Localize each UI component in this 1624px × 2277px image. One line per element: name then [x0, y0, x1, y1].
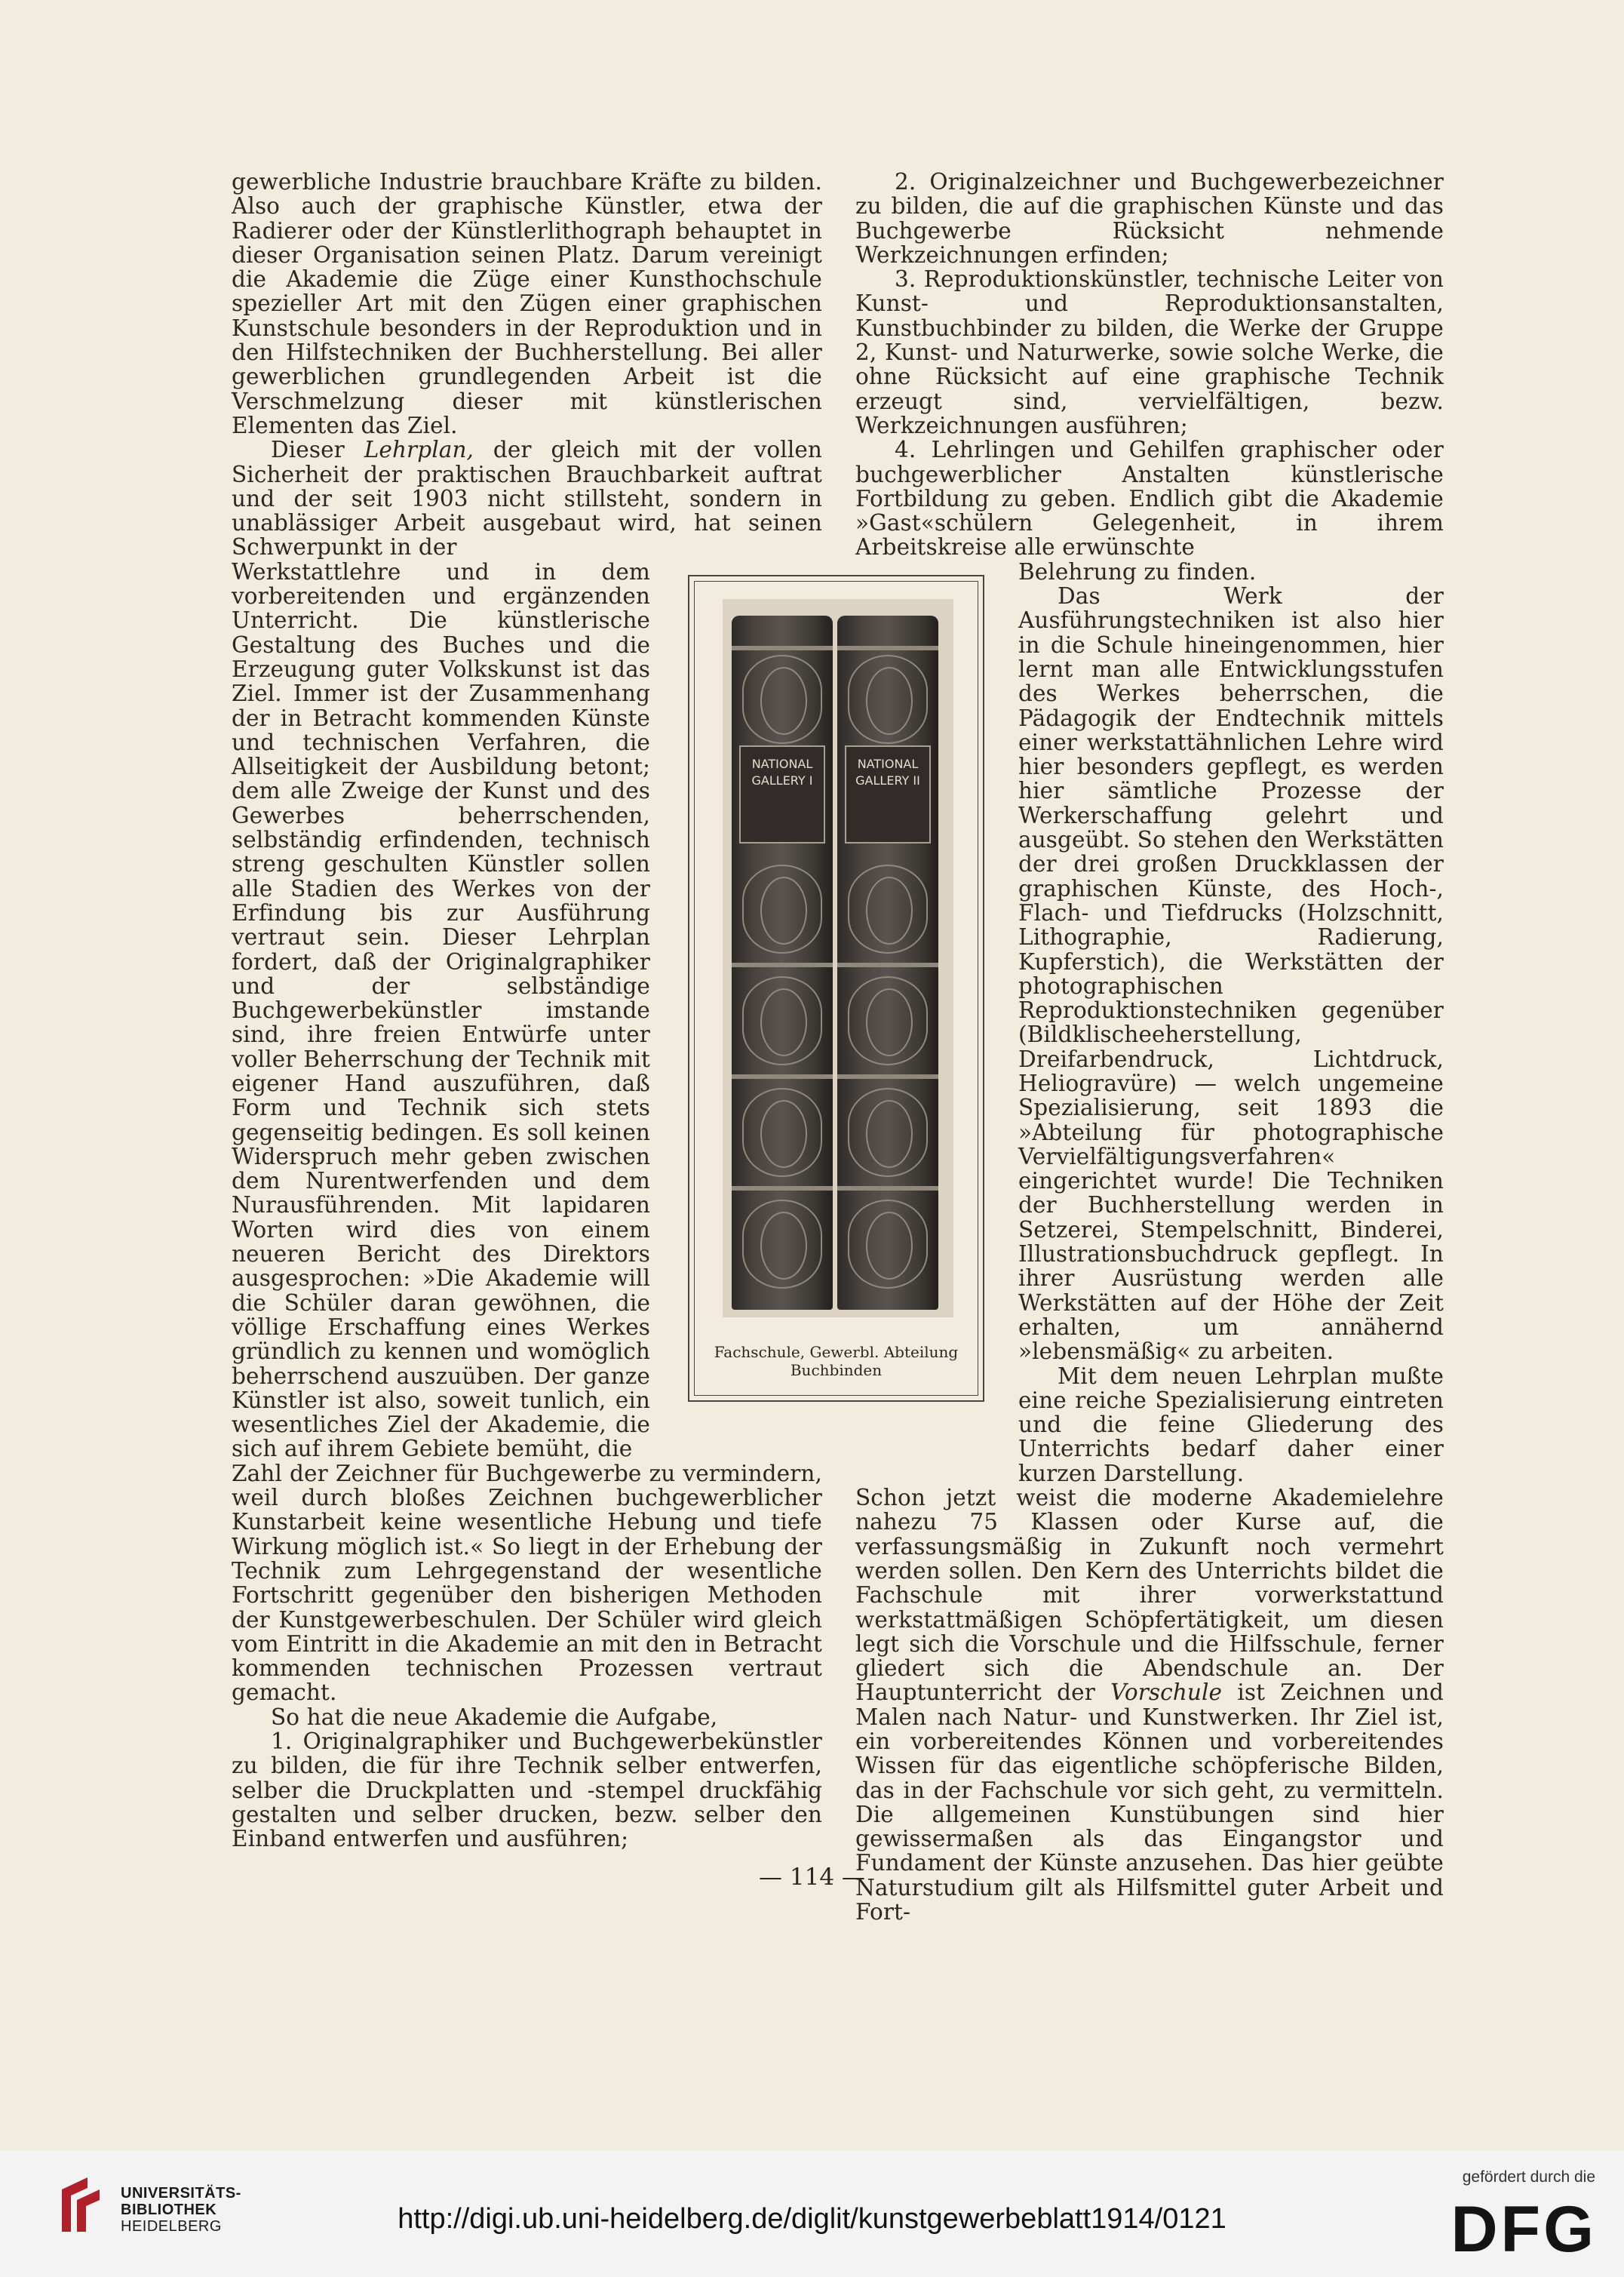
left-paragraph-4: 1. Originalgraphiker und Buchgewerbekünstler zu bilden, die für ihre Technik selber entwerfen, selber die Druckplatten und -stempel druckfähig gestalten und selber drucken, bezw. selber den Einband entwerfen und ausführen; — [232, 1728, 822, 1852]
library-name-line: UNIVERSITÄTS- — [121, 2185, 241, 2202]
book-spine-1 — [732, 616, 833, 1310]
spine-ornament — [848, 655, 928, 744]
dfg-logo[interactable]: DFG — [1451, 2193, 1597, 2266]
funding-note: gefördert durch die — [1462, 2168, 1595, 2186]
text-run: Dieser — [271, 437, 364, 463]
spine-label-2: NATIONAL GALLERY II — [845, 745, 931, 844]
spine-band — [837, 646, 938, 650]
spine-label-1: NATIONAL GALLERY I — [739, 745, 825, 844]
emphasis-lehrplan: Lehrplan, — [364, 437, 474, 463]
emphasis-vorschule: Vorschule — [1110, 1679, 1223, 1706]
spine-ornament — [742, 655, 822, 744]
list-item-3: 3. Reproduktionskünstler, technische Leiter von Kunst- und Reproduktionsanstalten, Kunstbuchbinder zu bilden, die Werke der Gruppe 2, Kunst- und Naturwerke, sowie solche Werke, die ohne Rücksicht auf eine graphische Technik erzeugt sind, vervielfältigen, bezw. Werkzeichnungen ausführen; — [855, 266, 1444, 438]
list-item-4-end: Belehrung zu finden. — [1018, 558, 1257, 585]
spine-band — [837, 1074, 938, 1079]
spine-band — [837, 963, 938, 967]
page-number: — 114 — — [759, 1864, 865, 1891]
figure-caption: Fachschule, Gewerbl. Abteilung Buchbinden — [714, 1343, 959, 1379]
library-name-line: HEIDELBERG — [121, 2218, 222, 2235]
paragraph-lehrplan-narrow: Mit dem neuen Lehrplan mußte eine reiche Spezialisierung eintreten und die feine Gliederung des Unterrichts bedarf daher einer kurzen Darstellung. — [1018, 1363, 1444, 1486]
list-item-4: 4. Lehrlingen und Gehilfen graphischer oder buchgewerblicher Anstalten künstlerische Fortbildung zu geben. Endlich gibt die Akademie »Gast«schülern Gelegenheit, in ihrem Arbeitskreise alle erwünschte — [855, 437, 1444, 561]
text-run: ist Zeichnen und Malen nach Natur- und Kunstwerken. Ihr Ziel ist, ein vorbereitendes Können und vorbereitendes Wissen für das eigentliche schöpferische Bilden, das in der Fachschule vor sich geht, zu vermitteln. Die allgemeinen Kunstübungen sind hier gewissermaßen als das Eingangstor und Fundament der Künste anzusehen. Das hier geübte Naturstudium gilt als Hilfsmittel guter Arbeit und Fort- — [855, 1679, 1444, 1925]
spine-ornament — [742, 865, 822, 954]
text-run: der gleich mit der vollen Sicherheit der praktischen Brauchbarkeit auftrat und der seit 1903 nicht stillsteht, sondern in unablässiger Arbeit ausgebaut wird, hat seinen Schwerpunkt in der — [232, 437, 823, 561]
list-item-2: 2. Originalzeichner und Buchgewerbezeichner zu bilden, die auf die graphischen Künste und das Buchgewerbe Rücksicht nehmende Werkzeichnungen erfinden; — [855, 169, 1444, 268]
spine-ornament — [742, 976, 822, 1065]
spine-ornament — [848, 865, 928, 954]
left-paragraph-2-intro — [232, 438, 822, 559]
figure-book-spines — [688, 575, 984, 1402]
paragraph-lehrplan-wide — [855, 1486, 1444, 1924]
spine-band — [732, 646, 833, 650]
spine-ornament — [848, 1088, 928, 1177]
left-paragraph-2-wide: Zahl der Zeichner für Buchgewerbe zu vermindern, weil durch bloßes Zeichnen buchgewerblicher Kunstarbeit keine wesentliche Hebung und tiefe Wirkung möglich ist.« So liegt in der Erhebung der Technik zum Lehrgegenstand der wesentliche Fortschritt gegenüber den bisherigen Methoden der Kunstgewerbeschulen. Der Schüler wird gleich vom Eintritt in die Akademie an mit den in Betracht kommenden technischen Prozessen vertraut gemacht. — [232, 1460, 822, 1706]
spine-band — [732, 1186, 833, 1191]
spine-ornament — [742, 1200, 822, 1289]
book-spine-2 — [837, 616, 938, 1310]
spine-ornament — [742, 1088, 822, 1177]
library-name-line: BIBLIOTHEK — [121, 2202, 217, 2218]
spine-band — [732, 963, 833, 967]
left-paragraph-1: gewerbliche Industrie brauchbare Kräfte zu bilden. Also auch der graphische Künstler, etwa der Radierer oder der Künstlerlithograph behauptet in dieser Organisation seinen Platz. Darum vereinigt die Akademie die Züge einer Kunsthochschule spezieller Art mit den Zügen einer graphischen Kunstschule besonders in der Reproduktion und in den Hilfstechniken der Buchherstellung. Bei aller gewerblichen grundlegenden Arbeit ist die Verschmelzung dieser mit künstlerischen Elementen das Ziel. — [232, 169, 822, 438]
spine-band — [837, 1186, 938, 1191]
left-paragraph-2-narrow: Werkstattlehre und in dem vorbereitenden und ergänzenden Unterricht. Die künstlerische Gestaltung des Buches und die Erzeugung guter Volkskunst ist das Ziel. Immer ist der Zusammenhang der in Betracht kommenden Künste und technischen Verfahren, die Allseitigkeit der Ausbildung betont; dem alle Zweige der Kunst und des Gewerbes beherrschenden, selbständig erfindenden, technisch streng geschulten Künstler sollen alle Stadien des Werkes von der Erfindung bis zur Ausführung vertraut sein. Dieser Lehrplan fordert, daß der Originalgraphiker und der selbständige Buchgewerbekünstler imstande sind, ihre freien Entwürfe unter voller Beherrschung der Technik mit eigener Hand auszuführen, daß Form und Technik sich stets gegenseitig bedingen. Es soll keinen Widerspruch mehr geben zwischen dem Nurentwerfenden und dem Nurausführenden. Mit lapidaren Worten wird dies von einem neueren Bericht des Direktors ausgesprochen: »Die Akademie will die Schüler daran gewöhnen, die völlige Erschaffung eines Werkes gründlich zu kennen und womöglich beherrschend auszuüben. Der ganze Künstler ist also, soweit tunlich, ein wesentliches Ziel der Akademie, die sich auf ihrem Gebiete bemüht, die — [232, 558, 650, 1462]
photo-book-spines — [723, 599, 953, 1317]
spine-ornament — [848, 1200, 928, 1289]
permalink-url[interactable]: http://digi.ub.uni-heidelberg.de/diglit/kunstgewerbeblatt1914/0121 — [398, 2203, 1226, 2235]
spine-ornament — [848, 976, 928, 1065]
left-paragraph-3: So hat die neue Akademie die Aufgabe, — [271, 1704, 718, 1730]
paragraph-werk: Das Werk der Ausführungstechniken ist also hier in die Schule hineingenommen, hier lernt man alle Entwicklungsstufen des Werkes beherrschen, die Pädagogik der Endtechnik mittels einer werkstattähnlichen Lehre wird hier besonders gepflegt, es werden hier sämtliche Prozesse der Werkerschaffung gelehrt und ausgeübt. So stehen den Werkstätten der drei großen Druckklassen der graphischen Künste, des Hoch-, Flach- und Tiefdrucks (Holzschnitt, Lithographie, Radierung, Kupferstich), die Werkstätten der photographischen Reproduktionstechniken gegenüber (Bildklischeeherstellung, Dreifarbendruck, Lichtdruck, Heliogravüre) — welch ungemeine Spezialisierung, seit 1893 die »Abteilung für photographische Vervielfältigungsverfahren« eingerichtet wurde! Die Techniken der Buchherstellung werden in Setzerei, Stempelschnitt, Binderei, Illustrationsbuchdruck gepflegt. In ihrer Ausrüstung werden alle Werkstätten auf der Höhe der Zeit erhalten, um annähernd »lebensmäßig« zu arbeiten. — [1018, 583, 1444, 1365]
spine-band — [732, 1074, 833, 1079]
text-run: Schon jetzt weist die moderne Akademielehre nahezu 75 Klassen oder Kurse auf, die verfassungsmäßig in Zukunft noch vermehrt werden sollen. Den Kern des Unterrichts bildet die Fachschule mit ihrer vorwerkstattund werkstattmäßigen Schöpfertätigkeit, um diesen legt sich die Vorschule und die Hilfsschule, ferner gliedert sich die Abendschule an. Der Hauptunterricht der — [855, 1485, 1444, 1706]
footer-bar — [0, 2150, 1624, 2277]
